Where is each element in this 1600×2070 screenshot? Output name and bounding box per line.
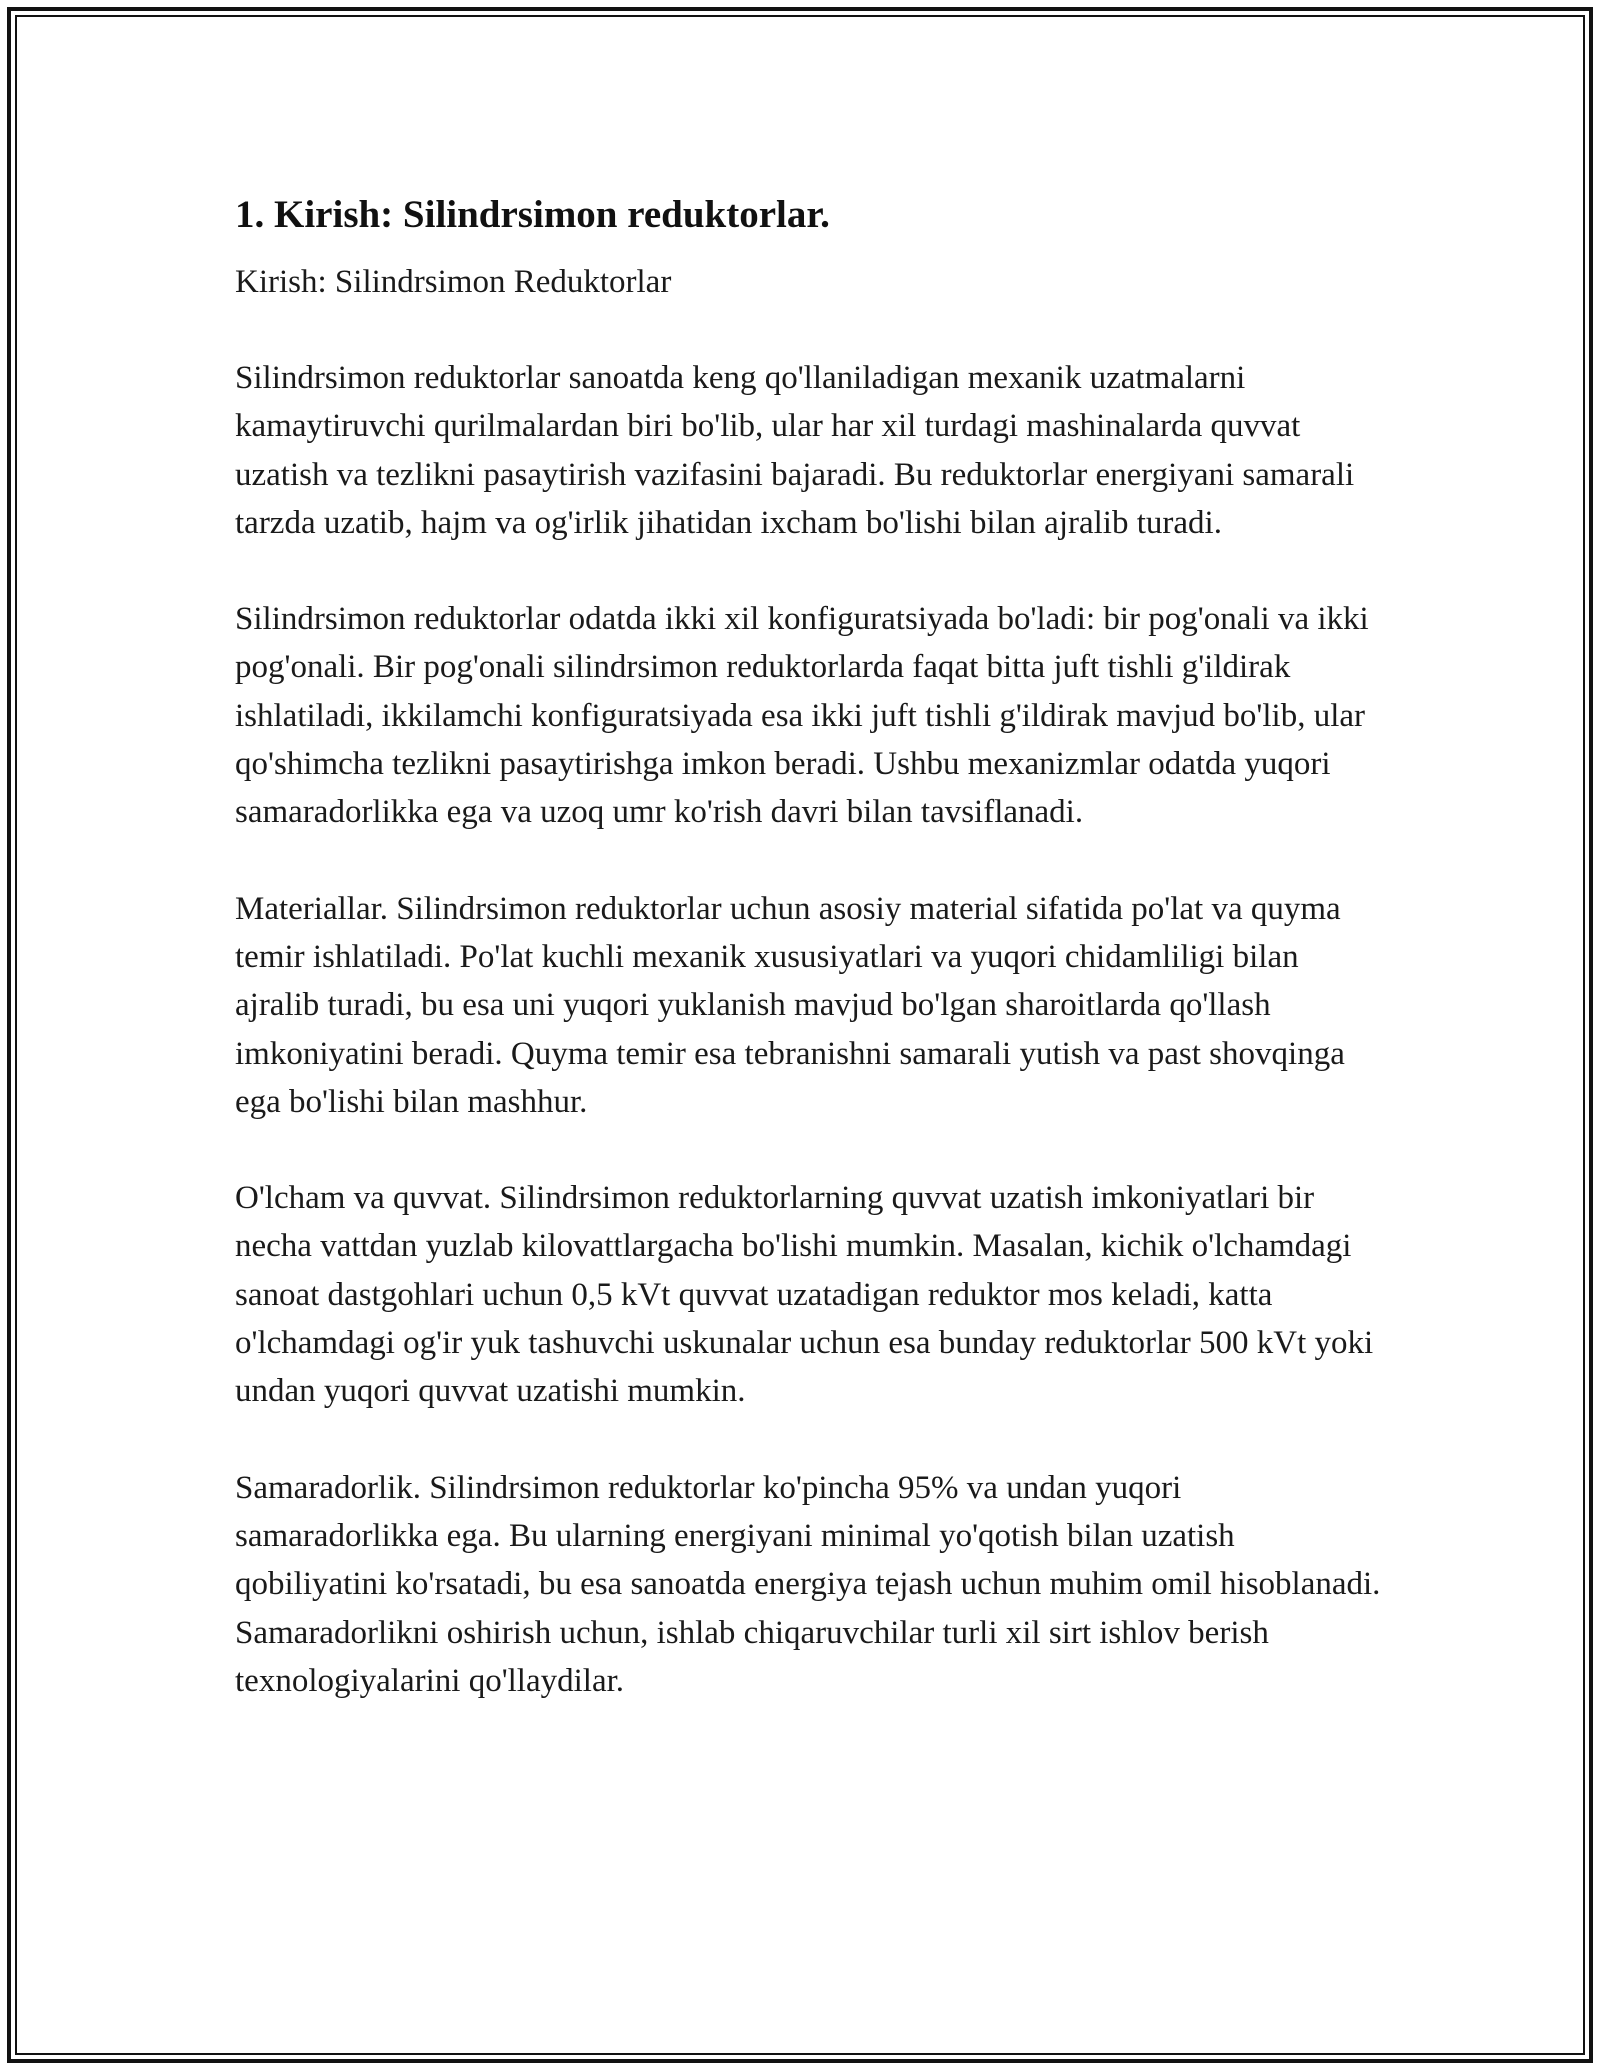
section-heading: 1. Kirish: Silindrsimon reduktorlar. bbox=[235, 193, 830, 236]
paragraph-efficiency: Samaradorlik. Silindrsimon reduktorlar ko'pincha 95% va undan yuqori samaradorlikka ega. Bu ularning energiyani minimal yo'qotish bilan uzatish qobiliyatini ko'rsatadi, bu esa sanoatda energiya tejash uchun muhim omil hisoblanadi. Samaradorlikni oshirish uchun, ishlab chiqaruvchilar turli xil sirt ishlov berish texnologiyalarini qo'llaydilar. bbox=[235, 1469, 1381, 1699]
paragraph-configurations: Silindrsimon reduktorlar odatda ikki xil konfiguratsiyada bo'ladi: bir pog'onali va ikki pog'onali. Bir pog'onali silindrsimon reduktorlarda faqat bitta juft tishli g'ildirak ishlatiladi, ikkilamchi konfiguratsiyada esa ikki juft tishli g'ildirak mavjud bo'lib, ular qo'shimcha tezlikni pasaytirishga imkon beradi. Ushbu mexanizmlar odatda yuqori samaradorlikka ega va uzoq umr ko'rish davri bilan tavsiflanadi. bbox=[235, 601, 1369, 831]
section-subtitle: Kirish: Silindrsimon Reduktorlar bbox=[235, 264, 672, 300]
paragraph-materials: Materiallar. Silindrsimon reduktorlar uchun asosiy material sifatida po'lat va quyma temir ishlatiladi. Po'lat kuchli mexanik xususiyatlari va yuqori chidamliligi bilan ajralib turadi, bu esa uni yuqori yuklanish mavjud bo'lgan sharoitlarda qo'llash imkoniyatini beradi. Quyma temir esa tebranishni samarali yutish va past shovqinga ega bo'lishi bilan mashhur. bbox=[235, 890, 1345, 1120]
document-body bbox=[235, 188, 1395, 1705]
paragraph-size-power: O'lcham va quvvat. Silindrsimon reduktorlarning quvvat uzatish imkoniyatlari bir necha vattdan yuzlab kilovattlargacha bo'lishi mumkin. Masalan, kichik o'lchamdagi sanoat dastgohlari uchun 0,5 kVt quvvat uzatadigan reduktor mos keladi, katta o'lchamdagi og'ir yuk tashuvchi uskunalar uchun esa bunday reduktorlar 500 kVt yoki undan yuqori quvvat uzatishi mumkin. bbox=[235, 1180, 1374, 1410]
paragraph-introduction: Silindrsimon reduktorlar sanoatda keng qo'llaniladigan mexanik uzatmalarni kamaytiruvchi qurilmalardan biri bo'lib, ular har xil turdagi mashinalarda quvvat uzatish va tezlikni pasaytirish vazifasini bajaradi. Bu reduktorlar energiyani samarali tarzda uzatib, hajm va og'irlik jihatidan ixcham bo'lishi bilan ajralib turadi. bbox=[235, 360, 1355, 541]
